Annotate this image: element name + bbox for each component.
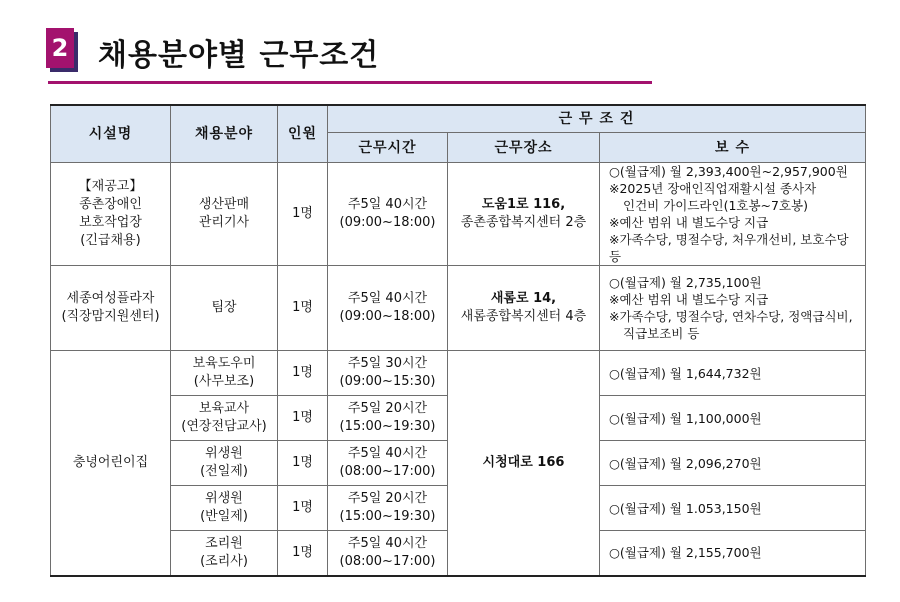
pay-cell: ○(월급제) 월 1.053,150원: [600, 486, 866, 531]
count-cell: 1명: [278, 531, 328, 576]
field-cell: 조리원 (조리사): [171, 531, 278, 576]
field-cell: 위생원 (전일제): [171, 441, 278, 486]
hours-cell: 주5일 40시간 (08:00~17:00): [328, 441, 448, 486]
table-row: [51, 266, 866, 351]
conditions-table: [50, 104, 866, 577]
hours-cell: 주5일 40시간 (09:00~18:00): [328, 163, 448, 266]
pay-cell: ○(월급제) 월 2,735,100원 ※예산 범위 내 별도수당 지급 ※가족수당, 명절수당, 연차수당, 정액급식비, 직급보조비 등: [600, 266, 866, 351]
count-cell: 1명: [278, 441, 328, 486]
pay-cell: ○(월급제) 월 2,155,700원: [600, 531, 866, 576]
count-cell: 1명: [278, 396, 328, 441]
hours-cell: 주5일 40시간 (09:00~18:00): [328, 266, 448, 351]
hours-cell: 주5일 20시간 (15:00~19:30): [328, 486, 448, 531]
header-place: 근무장소: [448, 133, 600, 163]
hours-cell: 주5일 40시간 (08:00~17:00): [328, 531, 448, 576]
header-pay: 보 수: [600, 133, 866, 163]
count-cell: 1명: [278, 266, 328, 351]
header-count: 인원: [278, 105, 328, 163]
title-underline: [48, 81, 652, 84]
field-cell: 팀장: [171, 266, 278, 351]
field-cell: 보육도우미 (사무보조): [171, 351, 278, 396]
field-cell: 보육교사 (연장전담교사): [171, 396, 278, 441]
pay-cell: ○(월급제) 월 2,393,400원~2,957,900원 ※2025년 장애인직업재활시설 종사자 인건비 가이드라인(1호봉~7호봉) ※예산 범위 내 별도수당 지급 ※가족수당, 명절수당, 처우개선비, 보호수당 등: [600, 163, 866, 266]
table-row: [51, 351, 866, 396]
hours-cell: 주5일 30시간 (09:00~15:30): [328, 351, 448, 396]
hours-cell: 주5일 20시간 (15:00~19:30): [328, 396, 448, 441]
header-facility: 시설명: [51, 105, 171, 163]
pay-cell: ○(월급제) 월 2,096,270원: [600, 441, 866, 486]
table-row: [51, 163, 866, 266]
header-field: 채용분야: [171, 105, 278, 163]
facility-cell: 세종여성플라자 (직장맘지원센터): [51, 266, 171, 351]
field-cell: 생산판매 관리기사: [171, 163, 278, 266]
count-cell: 1명: [278, 163, 328, 266]
place-cell: 도움1로 116, 종촌종합복지센터 2층: [448, 163, 600, 266]
count-cell: 1명: [278, 351, 328, 396]
field-cell: 위생원 (반일제): [171, 486, 278, 531]
count-cell: 1명: [278, 486, 328, 531]
header-conditions: 근 무 조 건: [328, 105, 866, 133]
place-cell: 새롬로 14, 새롬종합복지센터 4층: [448, 266, 600, 351]
facility-cell: 【재공고】 종촌장애인 보호작업장 (긴급채용): [51, 163, 171, 266]
pay-cell: ○(월급제) 월 1,644,732원: [600, 351, 866, 396]
pay-cell: ○(월급제) 월 1,100,000원: [600, 396, 866, 441]
header-hours: 근무시간: [328, 133, 448, 163]
facility-cell: 충녕어린이집: [51, 351, 171, 576]
place-cell: 시청대로 166: [448, 351, 600, 576]
section-number-badge: 2: [46, 28, 74, 68]
page-title: 채용분야별 근무조건: [98, 38, 380, 73]
